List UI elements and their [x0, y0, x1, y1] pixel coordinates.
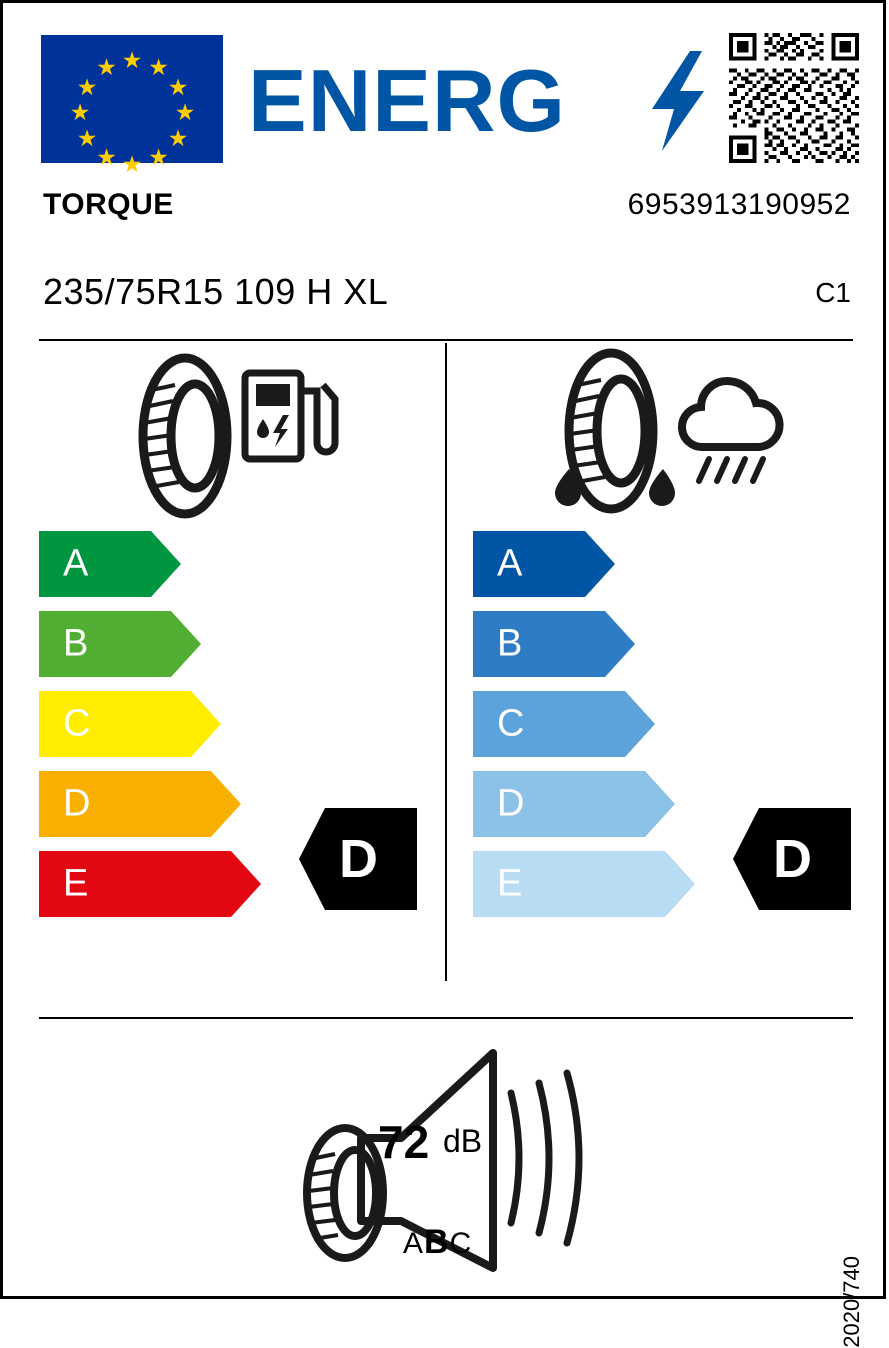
wet-grade-e	[473, 851, 695, 917]
tyre-class: C1	[815, 277, 851, 308]
noise-class-b-selected: B	[424, 1223, 450, 1261]
wet-grade-e-label: E	[497, 862, 523, 905]
fuel-grade-c-label: C	[63, 702, 91, 745]
divider-bottom	[39, 1017, 853, 1019]
fuel-grade-a	[39, 531, 261, 597]
wet-grade-a	[473, 531, 695, 597]
rain-cloud-tyre-icon	[533, 351, 803, 521]
fuel-grade-a-label: A	[63, 542, 89, 585]
fuel-grade-c	[39, 691, 261, 757]
product-code: 6953913190952	[627, 188, 851, 221]
brand-row	[3, 188, 889, 244]
lightning-bolt-icon	[648, 51, 708, 151]
wet-grade-b	[473, 611, 695, 677]
wet-result-letter: D	[773, 829, 812, 889]
divider-vertical	[445, 343, 447, 981]
wet-grade-c-label: C	[497, 702, 525, 745]
wet-grade-d-label: D	[497, 782, 525, 825]
noise-class-c: C	[449, 1227, 473, 1260]
regulation-reference: 2020/740	[839, 1256, 864, 1348]
fuel-grade-d-label: D	[63, 782, 91, 825]
brand-name: TORQUE	[43, 188, 174, 221]
fuel-grade-e-label: E	[63, 862, 89, 905]
wet-grade-a-label: A	[497, 542, 523, 585]
wet-grade-b-label: B	[497, 622, 523, 665]
wet-grade-d	[473, 771, 695, 837]
fuel-result-arrow	[299, 800, 417, 918]
eu-flag-icon: ★ ★ ★ ★ ★ ★ ★ ★ ★ ★ ★ ★	[41, 35, 223, 163]
noise-db-unit: dB	[443, 1123, 483, 1159]
wet-result-arrow	[733, 800, 851, 918]
fuel-grade-b-label: B	[63, 622, 89, 665]
wet-grip-scale	[473, 531, 695, 931]
noise-db-value: 72	[378, 1116, 430, 1168]
noise-class-a: A	[403, 1227, 425, 1260]
fuel-grade-e	[39, 851, 261, 917]
size-row	[3, 271, 889, 327]
divider-top	[39, 339, 853, 341]
noise-section	[283, 1043, 613, 1268]
qr-code-icon	[729, 33, 859, 163]
fuel-grade-d	[39, 771, 261, 837]
fuel-efficiency-scale	[39, 531, 261, 931]
fuel-result-letter: D	[339, 829, 378, 889]
tyre-size: 235/75R15 109 H XL	[43, 271, 389, 312]
label-header	[3, 3, 889, 178]
energy-wordmark: ENERG	[248, 51, 566, 150]
noise-class-row	[403, 1223, 472, 1262]
wet-grade-c	[473, 691, 695, 757]
fuel-grade-b	[39, 611, 261, 677]
fuel-pump-tyre-icon	[123, 351, 343, 521]
